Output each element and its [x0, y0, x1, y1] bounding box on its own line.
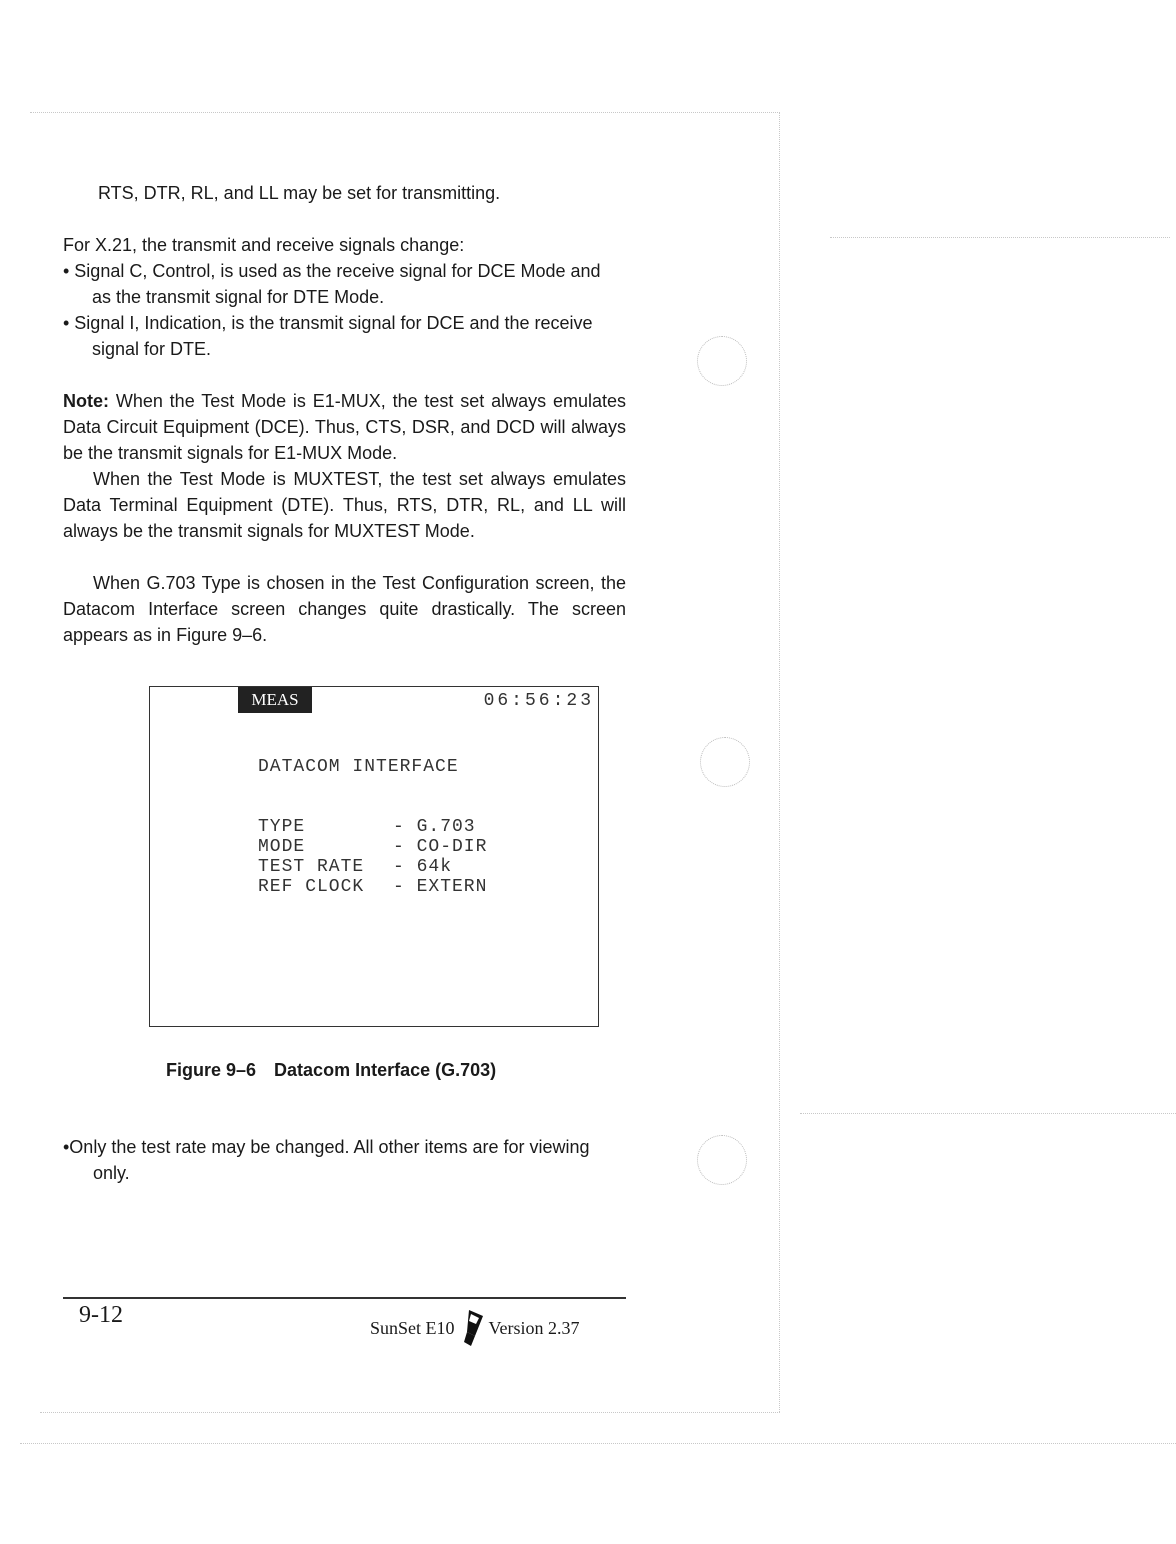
- config-row-test-rate: [258, 857, 487, 877]
- meas-badge: MEAS: [238, 687, 312, 713]
- bullet-signal-i-line1: • Signal I, Indication, is the transmit signal for DCE and the receive: [63, 313, 593, 333]
- config-value: - G.703: [393, 817, 476, 837]
- config-row-type: [258, 817, 487, 837]
- version-text: Version 2.37: [488, 1317, 580, 1338]
- muxtest-paragraph: When the Test Mode is MUXTEST, the test set always emulates Data Terminal Equipment (DTE). Thus, RTS, DTR, RL, and LL will always be the transmit signals for MUXTEST Mode.: [63, 469, 626, 541]
- note-label: Note:: [63, 391, 109, 411]
- page-number: 9-12: [79, 1302, 123, 1328]
- scan-edge-bottom: [40, 1412, 780, 1413]
- product-name: SunSet E10: [370, 1317, 455, 1338]
- scan-page-edge: [779, 112, 780, 1412]
- config-key: REF CLOCK: [258, 877, 365, 897]
- scan-edge-lower: [20, 1443, 1176, 1444]
- config-key: TYPE: [258, 817, 306, 837]
- config-row-ref-clock: [258, 877, 487, 897]
- bullet-test-rate-line2: only.: [93, 1163, 130, 1183]
- note-text: When the Test Mode is E1-MUX, the test set always emulates Data Circuit Equipment (DCE). Thus, CTS, DSR, and DCD will always be the transmit signals for E1-MUX Mode.: [63, 391, 626, 463]
- scan-mark-right-1: [830, 237, 1170, 238]
- note-paragraph: [63, 388, 626, 466]
- config-key: TEST RATE: [258, 857, 365, 877]
- config-value: - 64k: [393, 857, 453, 877]
- bullet-signal-i-line2: signal for DTE.: [92, 339, 212, 359]
- config-row-mode: [258, 837, 487, 857]
- scan-edge-top: [30, 112, 780, 113]
- screen-clock: 06:56:23: [483, 691, 594, 711]
- x21-intro: For X.21, the transmit and receive signals change:: [63, 235, 465, 255]
- footer-rule: [63, 1297, 626, 1299]
- sunset-logo-icon: [459, 1308, 485, 1348]
- punch-hole-middle: [700, 737, 750, 787]
- g703-paragraph: When G.703 Type is chosen in the Test Configuration screen, the Datacom Interface screen changes quite drastically. The screen appears as in Figure 9–6.: [63, 573, 626, 645]
- bullet-test-rate-line1: •Only the test rate may be changed. All other items are for viewing: [63, 1137, 590, 1157]
- bullet-signal-c: [63, 258, 626, 310]
- figure-number: Figure 9–6: [166, 1060, 257, 1080]
- body-text-bottom: [63, 1134, 626, 1186]
- bullet-signal-i: [63, 310, 626, 362]
- scan-mark-right-2: [800, 1113, 1176, 1114]
- config-list: [258, 817, 487, 897]
- rts-paragraph: RTS, DTR, RL, and LL may be set for transmitting.: [98, 183, 501, 203]
- punch-hole-bottom: [697, 1135, 747, 1185]
- footer-brand: [370, 1308, 580, 1348]
- device-screen: [149, 686, 599, 1027]
- figure-title: Datacom Interface (G.703): [274, 1060, 497, 1080]
- bullet-signal-c-line2: as the transmit signal for DTE Mode.: [92, 287, 385, 307]
- punch-hole-top: [697, 336, 747, 386]
- config-value: - CO-DIR: [393, 837, 488, 857]
- bullet-test-rate: [63, 1134, 626, 1186]
- figure-caption: [166, 1060, 496, 1081]
- config-key: MODE: [258, 837, 306, 857]
- body-text-top: [63, 180, 626, 648]
- screen-title: DATACOM INTERFACE: [258, 757, 459, 777]
- config-value: - EXTERN: [393, 877, 488, 897]
- bullet-signal-c-line1: • Signal C, Control, is used as the receive signal for DCE Mode and: [63, 261, 601, 281]
